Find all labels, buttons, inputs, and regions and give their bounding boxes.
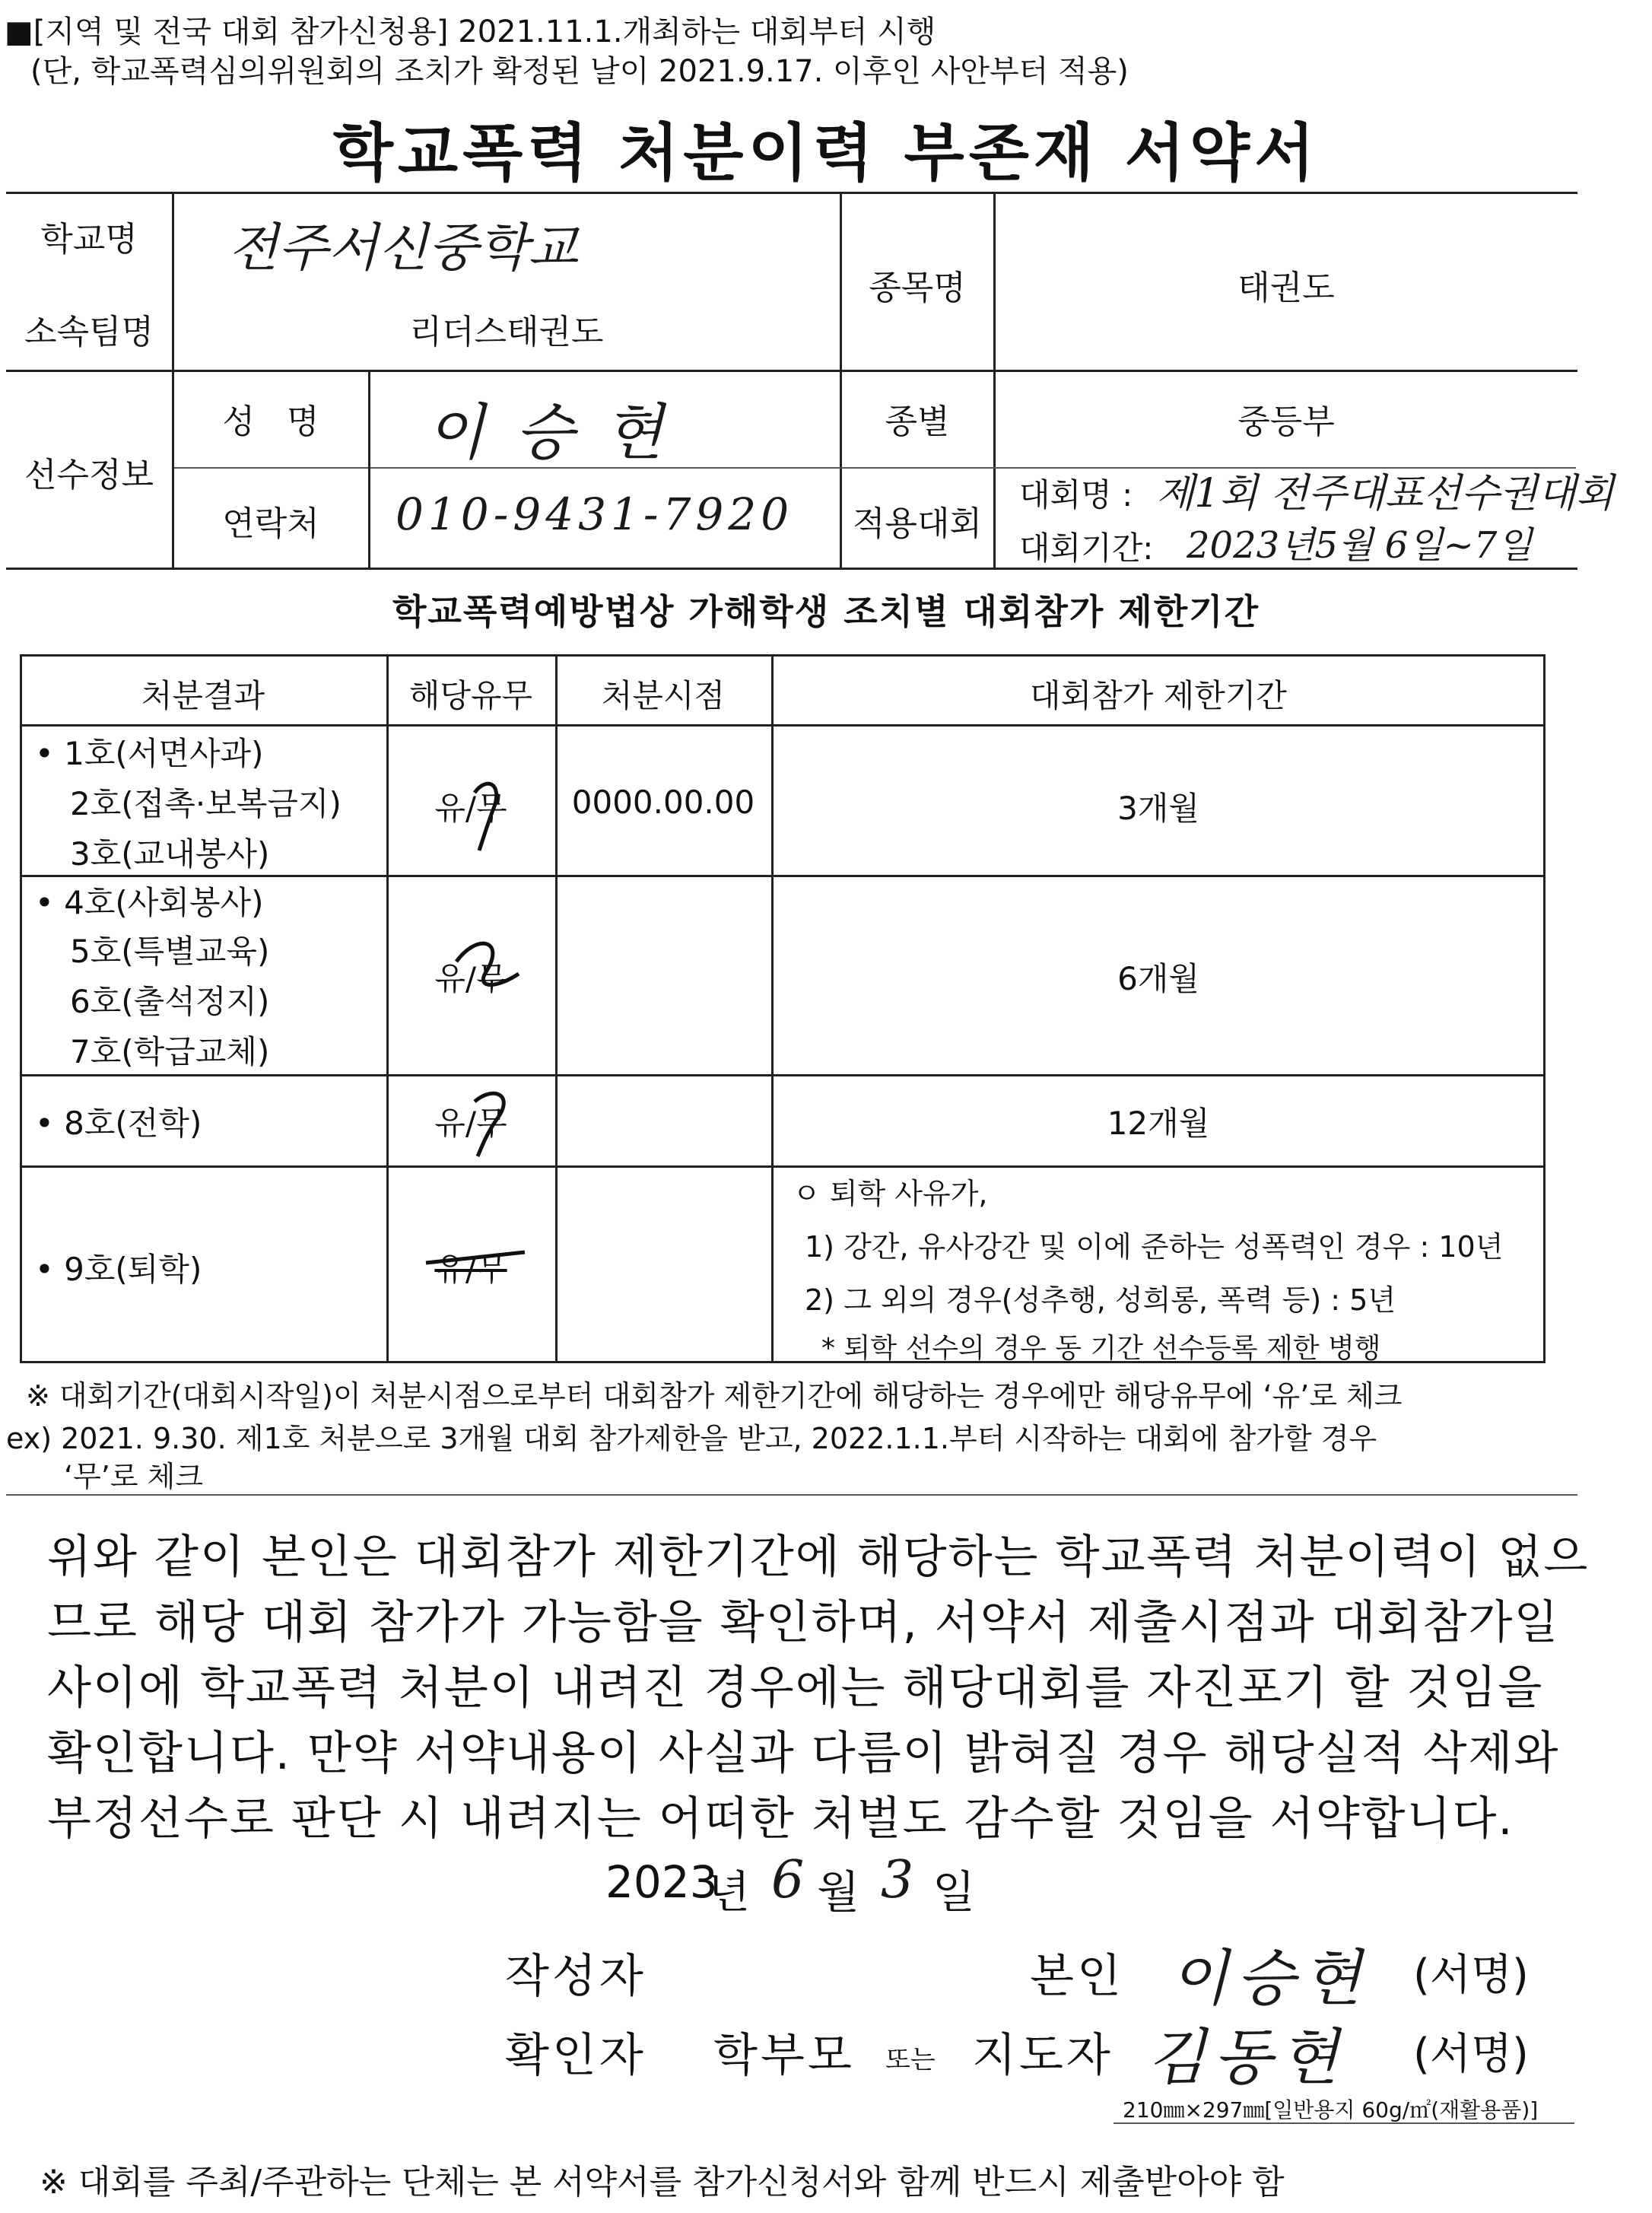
- tournament-name-value[interactable]: 제1회 전주대표선수권대회: [1156, 471, 1615, 517]
- measure-item: 6호(출석정지): [70, 983, 270, 1020]
- applied-tournament-label: 적용대회: [852, 504, 982, 543]
- tournament-period-value[interactable]: 2023년5월 6일~7일: [1187, 524, 1533, 567]
- measure-item: 2호(접촉·보복금지): [70, 785, 342, 822]
- col-header-date: 처분시점: [601, 677, 726, 714]
- applicable-checkbox[interactable]: 유/무: [434, 790, 507, 827]
- restriction-period-line: ㅇ 퇴학 사유가,: [793, 1177, 988, 1210]
- restriction-period: 12개월: [1107, 1105, 1210, 1142]
- self-label: 본인: [1030, 1950, 1124, 2003]
- pledge-line: 므로 해당 대회 참가가 가능함을 확인하며, 서약서 제출시점과 대회참가일: [47, 1596, 1560, 1649]
- tournament-period-label: 대회기간:: [1019, 529, 1154, 567]
- col-header-period: 대회참가 제한기간: [1030, 677, 1287, 714]
- divider: [6, 1494, 1577, 1496]
- measure-item: 7호(학급교체): [70, 1033, 270, 1070]
- parent-label: 학부모: [713, 2029, 855, 2082]
- restriction-period: 3개월: [1117, 790, 1199, 827]
- date-day[interactable]: 3: [881, 1850, 914, 1910]
- team-label: 소속팀명: [24, 313, 154, 351]
- applicable-checkbox[interactable]: 유/무: [434, 960, 507, 997]
- school-value[interactable]: 전주서신중학교: [228, 218, 578, 278]
- pledge-line: 위와 같이 본인은 대회참가 제한기간에 해당하는 학교폭력 처분이력이 없으: [47, 1531, 1590, 1584]
- header-line-2: (단, 학교폭력심의위원회의 조치가 확정된 날이 2021.9.17. 이후인 사안부터 적용): [30, 54, 1129, 89]
- date-month-unit: 월: [817, 1866, 860, 1918]
- tournament-name-label: 대회명 :: [1019, 476, 1133, 514]
- event-value[interactable]: 태권도: [1237, 269, 1335, 307]
- self-sign-suffix: (서명): [1413, 1951, 1529, 2000]
- restriction-period: 6개월: [1117, 960, 1199, 997]
- note-2b: ‘무’로 체크: [64, 1460, 204, 1493]
- event-label: 종목명: [869, 269, 966, 307]
- coach-signature[interactable]: 김동현: [1147, 2022, 1346, 2093]
- category-label: 종별: [885, 402, 950, 441]
- coach-label: 지도자: [972, 2029, 1114, 2082]
- self-signature[interactable]: 이승현: [1170, 1943, 1369, 2014]
- divider: [1114, 2122, 1574, 2124]
- disposition-date[interactable]: 0000.00.00: [571, 784, 755, 821]
- writer-label: 작성자: [505, 1950, 647, 2003]
- restriction-period-line: * 퇴학 선수의 경우 동 기간 선수등록 제한 병행: [821, 1333, 1381, 1364]
- name-label: 성 명: [222, 402, 319, 441]
- or-label: 또는: [885, 2045, 936, 2075]
- footer-note: ※ 대회를 주최/주관하는 단체는 본 서약서를 참가신청서와 함께 반드시 제출받아야 함: [40, 2163, 1285, 2202]
- coach-sign-suffix: (서명): [1413, 2030, 1529, 2079]
- note-2a: ex) 2021. 9.30. 제1호 처분으로 3개월 대회 참가제한을 받고, 2022.1.1.부터 시작하는 대회에 참가할 경우: [6, 1422, 1377, 1455]
- player-info-label: 선수정보: [24, 456, 154, 494]
- measure-item: 5호(특별교육): [70, 933, 270, 970]
- restriction-period-line: 1) 강간, 유사강간 및 이에 준하는 성폭력인 경우 : 10년: [805, 1230, 1504, 1264]
- date-month[interactable]: 6: [771, 1850, 805, 1910]
- pledge-line: 확인합니다. 만약 서약내용이 사실과 다름이 밝혀질 경우 해당실적 삭제와: [47, 1727, 1560, 1780]
- check-mark-icon: [475, 1093, 504, 1156]
- paper-spec: 210㎜×297㎜[일반용지 60g/㎡(재활용품)]: [1123, 2097, 1539, 2122]
- contact-label: 연락처: [222, 504, 319, 543]
- measure-item: • 4호(사회봉사): [35, 884, 264, 921]
- restriction-period-line: 2) 그 외의 경우(성추행, 성희롱, 폭력 등) : 5년: [805, 1283, 1396, 1317]
- applicable-checkbox[interactable]: 유/무: [434, 1105, 507, 1142]
- contact-value[interactable]: 010-9431-7920: [396, 488, 794, 540]
- document-title: 학교폭력 처분이력 부존재 서약서: [332, 117, 1320, 189]
- category-value[interactable]: 중등부: [1237, 402, 1335, 441]
- team-value[interactable]: 리더스태권도: [409, 313, 604, 351]
- check-mark-icon: [426, 1252, 525, 1263]
- date-year-unit: 년: [707, 1866, 751, 1918]
- check-mark-icon: [456, 943, 519, 984]
- date-day-unit: 일: [932, 1866, 976, 1918]
- pledge-line: 부정선수로 판단 시 내려지는 어떠한 처벌도 감수할 것임을 서약합니다.: [47, 1792, 1514, 1846]
- name-value[interactable]: 이승현: [426, 397, 694, 468]
- col-header-result: 처분결과: [141, 677, 265, 714]
- measure-item: • 8호(전학): [35, 1105, 202, 1142]
- restriction-section-title: 학교폭력예방법상 가해학생 조치별 대회참가 제한기간: [392, 591, 1260, 632]
- measure-item: • 9호(퇴학): [35, 1251, 202, 1288]
- col-header-applicable: 해당유무: [408, 677, 533, 714]
- header-line-1: ■[지역 및 전국 대회 참가신청용] 2021.11.1.개최하는 대회부터 시행: [5, 14, 936, 49]
- measure-item: • 1호(서면사과): [35, 735, 264, 772]
- measure-item: 3호(교내봉사): [70, 835, 270, 873]
- applicable-checkbox[interactable]: 유/무: [434, 1251, 507, 1288]
- pledge-line: 사이에 학교폭력 처분이 내려진 경우에는 해당대회를 자진포기 할 것임을: [47, 1661, 1544, 1715]
- confirmer-label: 확인자: [505, 2029, 647, 2082]
- date-year[interactable]: 2023: [605, 1856, 718, 1908]
- school-label: 학교명: [40, 220, 138, 259]
- check-mark-icon: [475, 784, 497, 851]
- note-1: ※ 대회기간(대회시작일)이 처분시점으로부터 대회참가 제한기간에 해당하는 경우에만 해당유무에 ‘유’로 체크: [26, 1379, 1403, 1413]
